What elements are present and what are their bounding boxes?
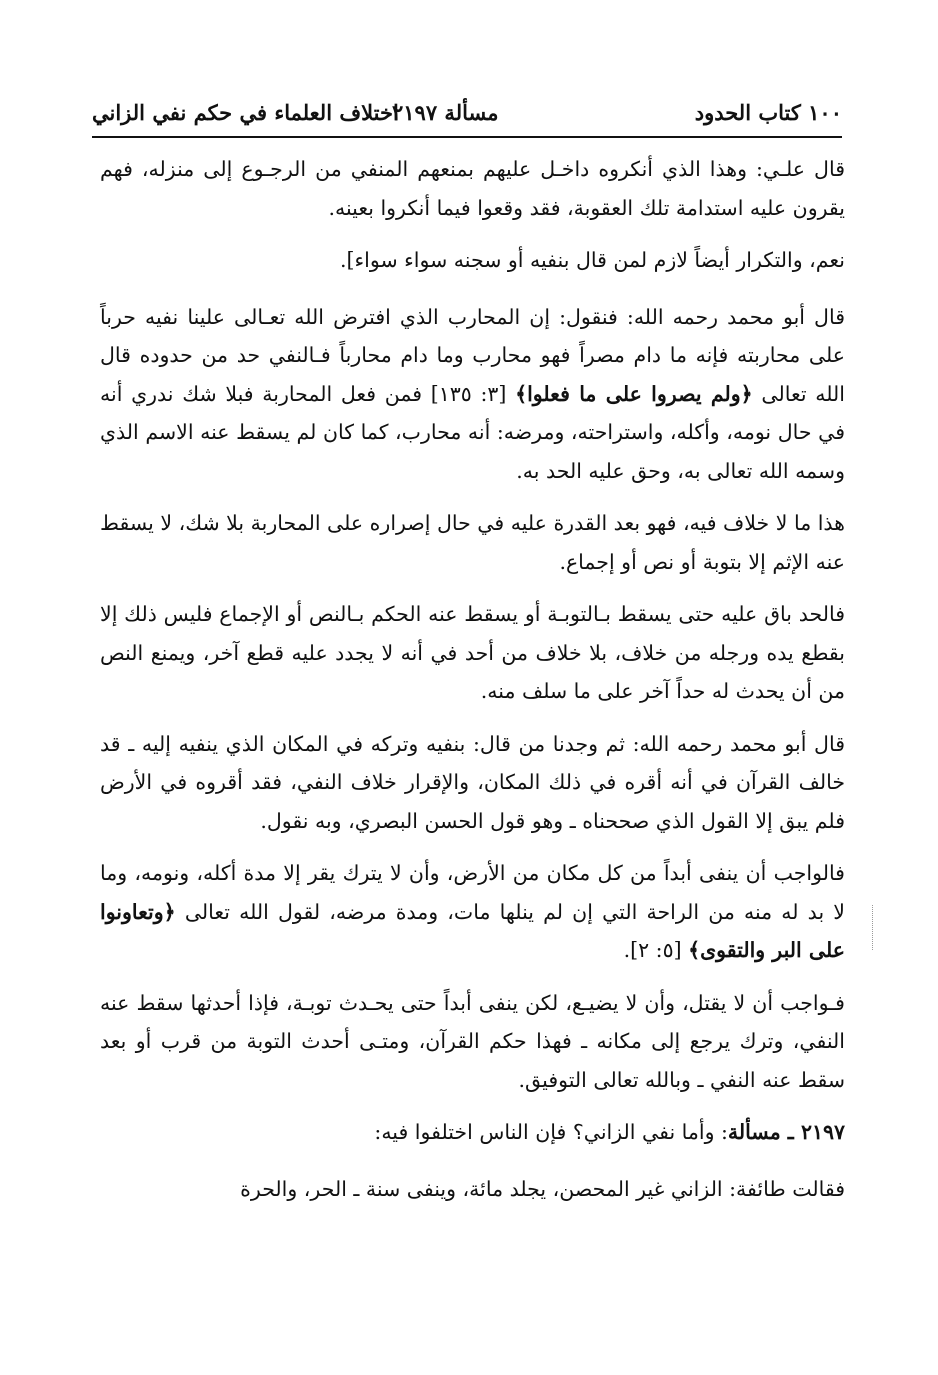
issue-heading: ٢١٩٧ ـ مسألة xyxy=(727,1120,845,1144)
paragraph-7-text-end: [٥: ٢]. xyxy=(623,938,689,962)
issue-number: مسألة ٢١٩٧ xyxy=(392,100,499,125)
paragraph-5: فالحد باق عليه حتى يسقط بـالتوبـة أو يسقط عنه الحكم بـالنص أو الإجماع فليس ذلك إلا بقطع يده ورجله من خلاف، بلا خلاف من أحد في أنه لا يجدد عليه قطع آخر، ويمنع النص من أن يحدث له حداً آخر على ما سلف منه. xyxy=(100,602,845,703)
page-number-and-book-title: ١٠٠ كتاب الحدود xyxy=(694,100,842,125)
paragraph-1: قال علـي: وهذا الذي أنكروه داخـل عليهم بمنعهم المنفي من الرجـوع إلى منزله، فهم يقرون عليه استدامة تلك العقوبة، فقد وقعوا فيما أنكروا بعينه. xyxy=(100,157,845,220)
paragraph-3 xyxy=(100,298,845,491)
issue-heading-paragraph xyxy=(100,1113,845,1152)
page-header xyxy=(92,92,842,138)
paragraph-7 xyxy=(100,854,845,970)
paragraph-2: نعم، والتكرار أيضاً لازم لمن قال بنفيه أو سجنه سواء سواء]. xyxy=(340,248,845,272)
scan-edge-mark xyxy=(872,905,874,950)
issue-heading-text: : وأما نفي الزاني؟ فإن الناس اختلفوا فيه: xyxy=(374,1120,728,1144)
paragraph-3-text-end: [٣: ١٣٥] فمن فعل المحاربة فبلا شك ندري أنه في حال نومه، وأكله، واستراحته، ومرضه: أنه محارب، كما كان لم يسقط عنه الاسم الذي وسمه الله تعالى به، وحق عليه الحد به. xyxy=(100,381,845,483)
body-text xyxy=(100,150,845,1222)
quran-verse-quote: ﴿ولم يصروا على ما فعلوا﴾ xyxy=(515,381,753,406)
section-title: اختلاف العلماء في حكم نفي الزاني xyxy=(92,100,399,125)
paragraph-6: قال أبو محمد رحمه الله: ثم وجدنا من قال: بنفيه وتركه في المكان الذي ينفيه إليه ـ قد خالف القرآن في أنه أقره في ذلك المكان، والإقرار خلاف النفي، فقد أقروه في الأرض فلم يبق إلا القول الذي صححناه ـ وهو قول الحسن البصري، وبه نقول. xyxy=(100,731,845,833)
quran-verse-quote: ﴿وتعاونوا على البر والتقوى﴾ xyxy=(100,899,845,962)
paragraph-4: هذا ما لا خلاف فيه، فهو بعد القدرة عليه في حال إصراره على المحاربة بلا شك، لا يسقط عنه الإثم إلا بتوبة أو نص أو إجماع. xyxy=(100,511,845,574)
paragraph-7-text-start: فالواجب أن ينفى أبداً من كل مكان من الأرض، وأن لا يترك يقر إلا مدة أكله، ونومه، وما لا بد له منه من الراحة التي إن لم ينلها مات، ومدة مرضه، لقول الله تعالى xyxy=(100,861,845,924)
paragraph-3-text-start: قال أبو محمد رحمه الله: فنقول: إن المحارب الذي افترض الله تعـالى علينا نفيه حرباً على محاربته فإنه ما دام مصراً فهو محارب وما دام محارباً فـالنفي حد من حدوده قال الله تعالى xyxy=(100,304,845,406)
paragraph-10: فقالت طائفة: الزاني غير المحصن، يجلد مائة، وينفى سنة ـ الحر، والحرة xyxy=(240,1176,845,1201)
paragraph-8: فـواجب أن لا يقتل، وأن لا يضيـع، لكن ينفى أبداً حتى يحـدث توبـة، فإذا أحدثها سقط عنه النفي، وترك يرجع إلى مكانه ـ فهذا حكم القرآن، ومتـى أحدث التوبة من قرب أو بعد سقط عنه النفي ـ وبالله تعالى التوفيق. xyxy=(100,990,845,1092)
